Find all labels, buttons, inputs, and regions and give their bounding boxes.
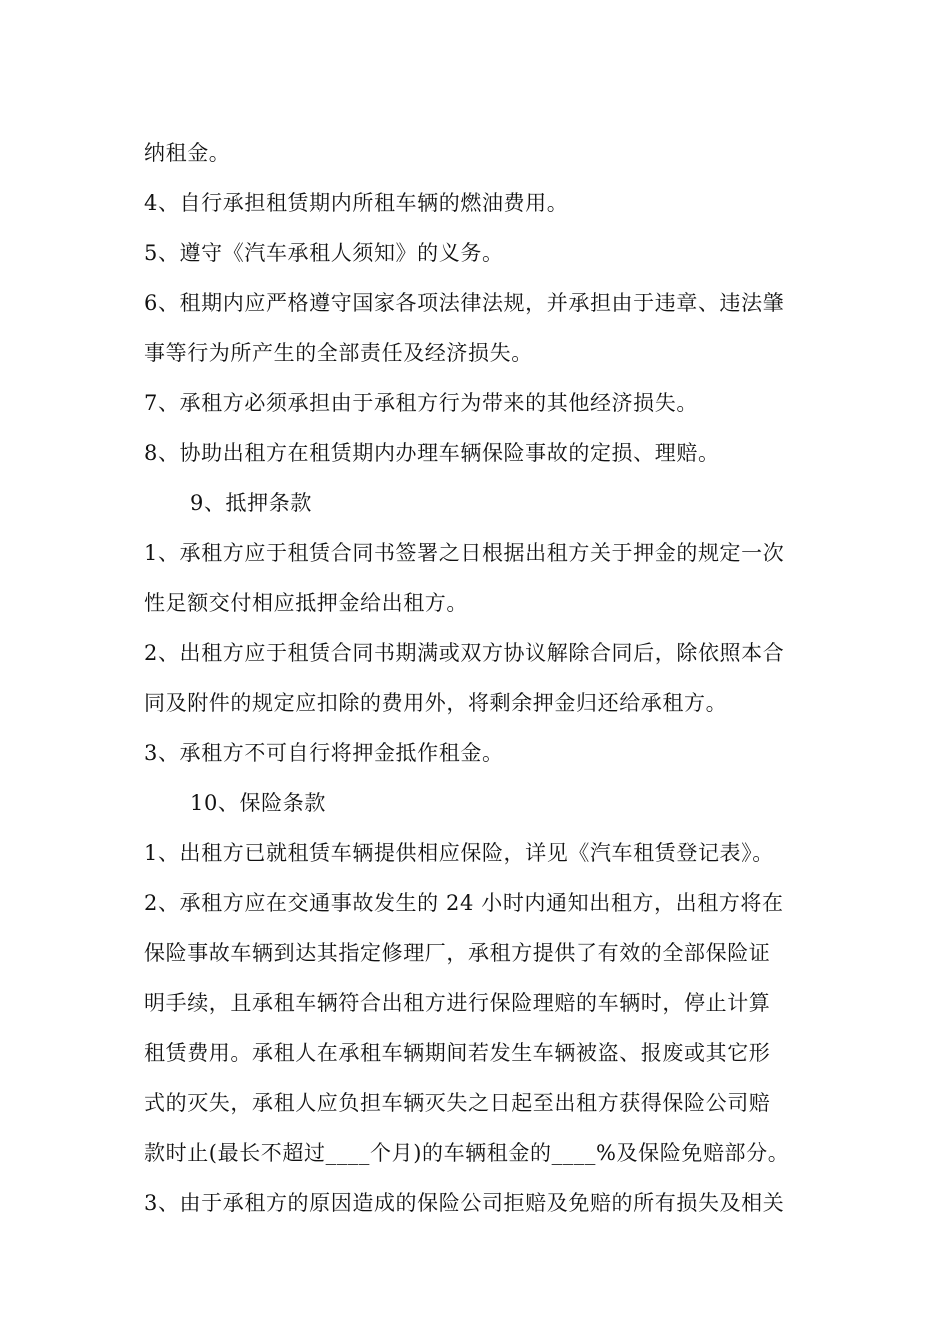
document-body xyxy=(144,128,824,1228)
text-line: 3、由于承租方的原因造成的保险公司拒赔及免赔的所有损失及相关 xyxy=(144,1191,785,1215)
text-line: 2、承租方应在交通事故发生的 24 小时内通知出租方，出租方将在 xyxy=(144,891,784,915)
text-line: 明手续，且承租车辆符合出租方进行保险理赔的车辆时，停止计算 xyxy=(144,991,771,1015)
text-line: 性足额交付相应抵押金给出租方。 xyxy=(144,591,468,615)
text-line: 纳租金。 xyxy=(144,141,231,165)
text-line: 8、协助出租方在租赁期内办理车辆保险事故的定损、理赔。 xyxy=(144,441,720,465)
text-line: 4、自行承担租赁期内所租车辆的燃油费用。 xyxy=(144,191,569,215)
text-line: 1、出租方已就租赁车辆提供相应保险，详见《汽车租赁登记表》。 xyxy=(144,841,774,865)
text-line: 同及附件的规定应扣除的费用外，将剩余押金归还给承租方。 xyxy=(144,691,728,715)
text-line: 1、承租方应于租赁合同书签署之日根据出租方关于押金的规定一次 xyxy=(144,541,785,565)
text-line: 5、遵守《汽车承租人须知》的义务。 xyxy=(144,241,504,265)
text-line: 6、租期内应严格遵守国家各项法律法规，并承担由于违章、违法肇 xyxy=(144,291,785,315)
text-line: 保险事故车辆到达其指定修理厂，承租方提供了有效的全部保险证 xyxy=(144,941,771,965)
text-line: 式的灭失，承租人应负担车辆灭失之日起至出租方获得保险公司赔 xyxy=(144,1091,771,1115)
section-heading: 9、抵押条款 xyxy=(190,491,312,515)
text-line: 租赁费用。承租人在承租车辆期间若发生车辆被盗、报废或其它形 xyxy=(144,1041,771,1065)
text-line: 款时止(最长不超过____个月)的车辆租金的____%及保险免赔部分。 xyxy=(144,1141,790,1165)
section-heading: 10、保险条款 xyxy=(190,791,326,815)
text-line: 3、承租方不可自行将押金抵作租金。 xyxy=(144,741,504,765)
text-line: 2、出租方应于租赁合同书期满或双方协议解除合同后，除依照本合 xyxy=(144,641,785,665)
text-line: 事等行为所产生的全部责任及经济损失。 xyxy=(144,341,533,365)
text-line: 7、承租方必须承担由于承租方行为带来的其他经济损失。 xyxy=(144,391,698,415)
